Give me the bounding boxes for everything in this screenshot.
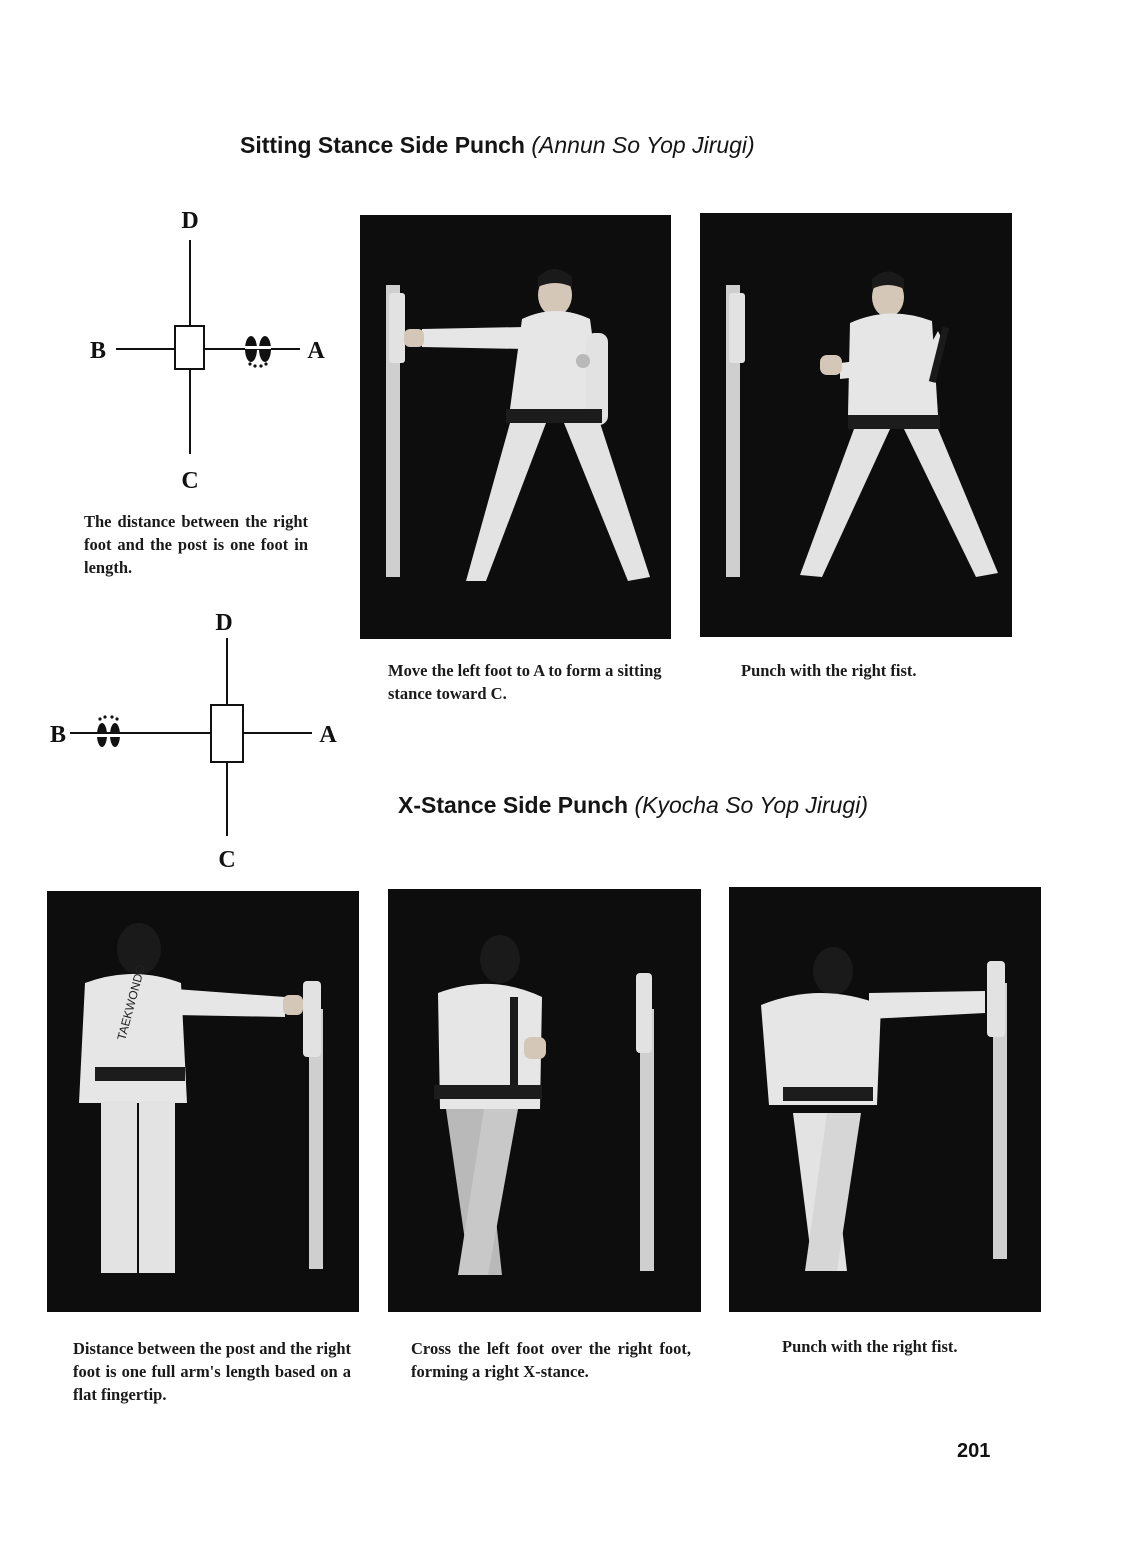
section-title-korean: (Kyocha So Yop Jirugi) xyxy=(634,792,868,818)
direction-label-c: C xyxy=(181,468,199,494)
direction-label-c: C xyxy=(218,847,236,873)
direction-diagram-2 xyxy=(40,604,350,879)
direction-diagram-1 xyxy=(80,200,340,500)
section-title-sitting-stance xyxy=(240,132,755,159)
photo-5-caption: Punch with the right fist. xyxy=(782,1337,958,1356)
direction-label-b: B xyxy=(89,338,107,364)
section-title-korean: (Annun So Yop Jirugi) xyxy=(531,132,755,158)
photo-4-caption: Cross the left foot over the right foot, forming a right X-stance. xyxy=(411,1339,691,1381)
photo-x-stance-step-3 xyxy=(729,887,1041,1312)
photo-sitting-stance-step-1 xyxy=(360,215,671,639)
photo-x-stance-step-2 xyxy=(388,889,701,1312)
section-title-x-stance xyxy=(398,792,868,819)
section-title-main: Sitting Stance Side Punch xyxy=(240,132,525,158)
section-title-main: X-Stance Side Punch xyxy=(398,792,629,818)
feet-icon xyxy=(245,336,271,368)
direction-label-d: D xyxy=(215,610,233,636)
feet-icon xyxy=(97,715,120,747)
direction-label-b: B xyxy=(49,722,67,748)
page-number: 201 xyxy=(957,1440,991,1462)
photo-3-caption: Distance between the post and the right foot is one full arm's length based on a flat fingertip. xyxy=(73,1339,351,1404)
photo-x-stance-step-1 xyxy=(47,891,359,1312)
svg-text:TAEKWONDO: TAEKWONDO xyxy=(114,963,149,1042)
photo-sitting-stance-step-2 xyxy=(700,213,1012,637)
direction-label-d: D xyxy=(181,208,199,234)
diagram-1-caption: The distance between the right foot and the post is one foot in length. xyxy=(84,512,308,577)
photo-2-caption: Punch with the right fist. xyxy=(741,661,917,680)
direction-label-a: A xyxy=(319,722,337,748)
photo-1-caption: Move the left foot to A to form a sitting stance toward C. xyxy=(388,661,662,703)
direction-label-a: A xyxy=(307,338,325,364)
